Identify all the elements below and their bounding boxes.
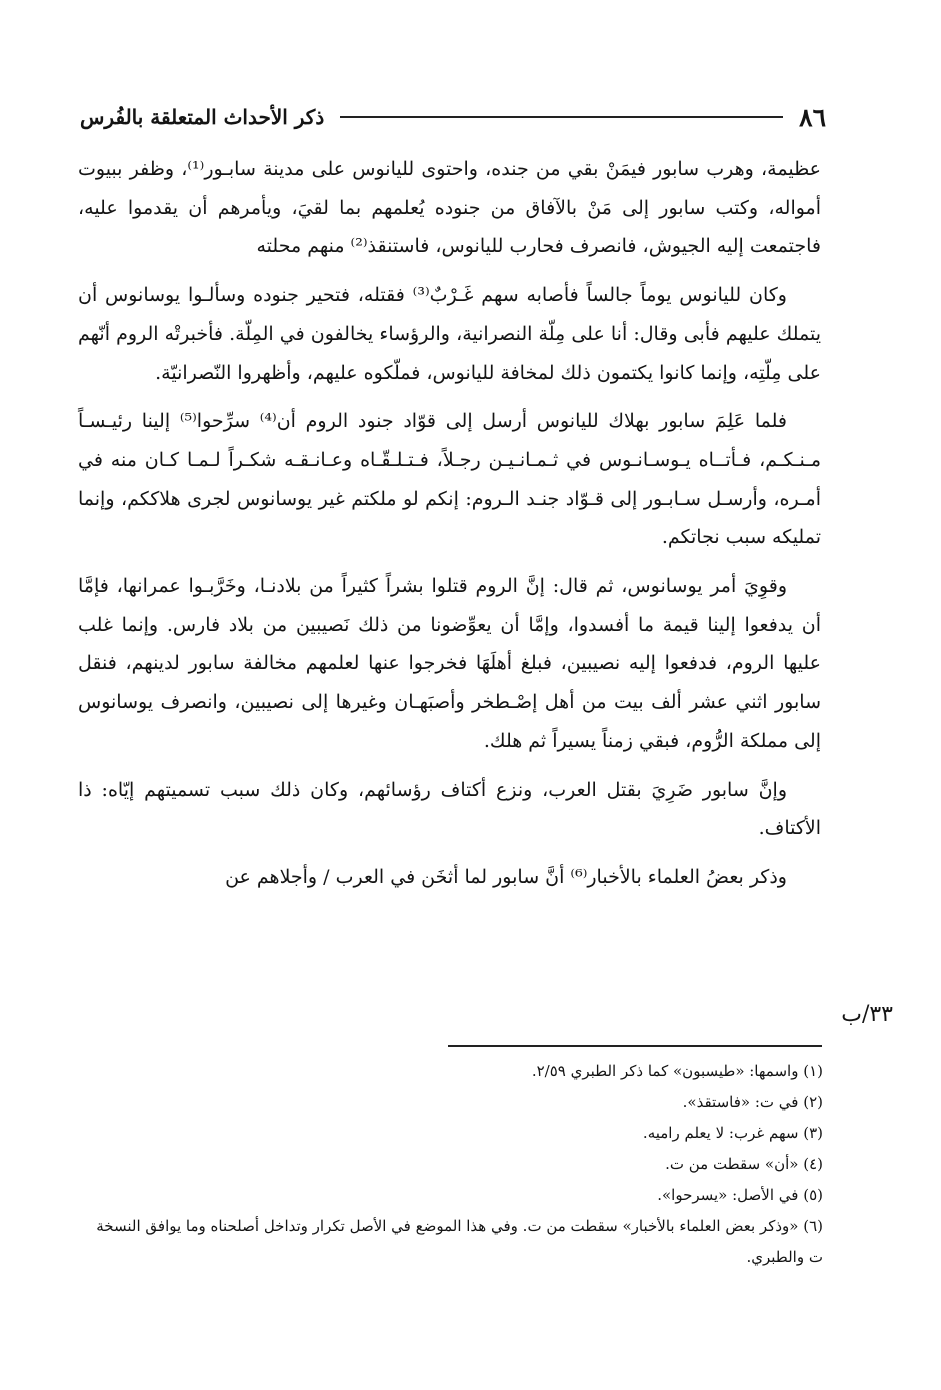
footnote: (٣) سهم غرب: لا يعلم راميه. — [642, 1124, 823, 1142]
paragraph: وإنَّ سابور ضَرِيَ بقتل العرب، ونزع أكتاف رؤسائهم، وكان ذلك سبب تسميتهم إيّاه: ذا الأكتاف. — [78, 778, 821, 840]
footnote: (٦) «وذكر بعض العلماء بالأخبار» سقطت من ت. وفي هذا الموضع في الأصل تكرار وتداخل أصلحناه وما يوافق النسخة ت والطبري. — [96, 1217, 823, 1266]
footnote-rule — [448, 1045, 822, 1047]
main-text — [78, 150, 821, 907]
page-number: ٨٦ — [799, 102, 826, 132]
footnote: (١) واسمها: «طيسبون» كما ذكر الطبري ٢/٥٩. — [531, 1062, 823, 1080]
manuscript-folio-note: ٣٣/ب — [841, 1002, 893, 1027]
paragraph: وكان لليانوس يوماً جالساً فأصابه سهم غَـرْبٌ⁽³⁾ فقتله، فتحير جنوده وسألـوا يوسانوس أن يتملك عليهم فأبى وقال: أنا على مِلّة النصرانية، والرؤساء يخالفون في المِلّة. فأخبرتْه الروم أنّهم على مِلّتِه، وإنما كانوا يكتمون ذلك لمخافة لليانوس، فملّكوه عليهم، وأظهروا النّصرانيّة. — [78, 284, 821, 384]
paragraph: وذكر بعضُ العلماء بالأخبار⁽⁶⁾ أنَّ سابور لما أثخَن في العرب / وأجلاهم عن — [225, 865, 787, 888]
footnote: (٢) في ت: «فاستقذ». — [682, 1093, 823, 1111]
paragraph: فلما عَلِمَ سابور بهلاك لليانوس أرسل إلى قوّاد جنود الروم أن⁽⁴⁾ سرِّحوا⁽⁵⁾ إلينا رئيـسـاً مـنـكـم، فـأتــاه يـوسـانـوس في ثـمـانـيـن رجـلاً، فـتـلـقّـاه وعـانـقـه شكـراً لـمـا كـان منه في أمـره، وأرسـل سـابـور إلى قـوّاد جنـد الـروم: إنكم لو ملكتم غير يوسانوس لجرى هلاككم، وإنما تمليكه سبب نجاتكم. — [78, 410, 821, 549]
paragraph: عظيمة، وهرب سابور فيمَنْ بقي من جنده، واحتوى لليانوس على مدينة سابـور⁽¹⁾، وظفر ببيوت أمواله، وكتب سابور إلى مَنْ بالآفاق من جنوده يُعلمهم بما لقيَ، ويأمرهم أن يقدموا عليه، فاجتمعت إليه الجيوش، فانصرف فحارب لليانوس، فاستنقذ⁽²⁾ منهم محلته — [78, 158, 821, 258]
page-header — [80, 96, 826, 138]
paragraph: وقوِيَ أمر يوسانوس، ثم قال: إنَّ الروم قتلوا بشراً كثيراً من بلادنـا، وخَرَّبـوا عمرانها، فإمَّا أن يدفعوا إلينا قيمة ما أفسدوا، وإمَّا أن يعوِّضونا من ذلك نَصيبين من بلاد فارس. وإنما غلب عليها الروم، فدفعوا إليه نصيبين، فبلغ أهلَهَا فخرجوا عنها لعلمهم مخالفة سابور لدينهم، فنقل سابور اثني عشر ألف بيت من أهل إصْـطخر وأصبَهـان وغيرها إلى نصيبين، وانصرف يوسانوس إلى مملكة الرُّوم، فبقي زمناً يسيراً ثم هلك. — [78, 575, 821, 752]
running-title: ذكر الأحداث المتعلقة بالفُرس — [80, 105, 325, 129]
header-rule — [340, 116, 783, 118]
footnote: (٥) في الأصل: «يسرحوا». — [657, 1186, 823, 1204]
footnote: (٤) «أن» سقطت من ت. — [665, 1155, 823, 1173]
footnotes — [78, 1056, 823, 1273]
